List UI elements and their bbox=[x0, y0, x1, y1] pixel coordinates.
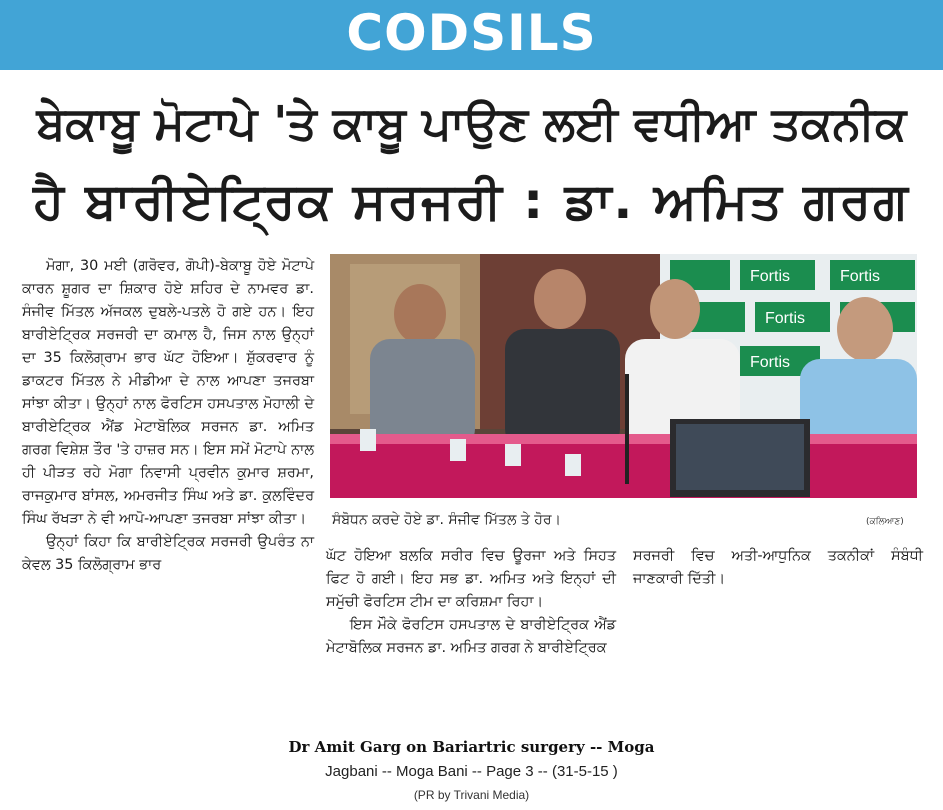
banner-title: CODSILS bbox=[346, 4, 597, 62]
press-photo-illustration bbox=[330, 254, 917, 498]
fortis-logo-text: Fortis bbox=[750, 268, 790, 285]
photo-credit: (ਕਲਿਆਣ) bbox=[866, 517, 904, 527]
article-paragraph: ਉਨ੍ਹਾਂ ਕਿਹਾ ਕਿ ਬਾਰੀਏਟ੍ਰਿਕ ਸਰਜਰੀ ਉਪਰੰਤ ਨਾ ਕੇਵਲ 35 ਕਿਲੋਗ੍ਰਾਮ ਭਾਰ bbox=[22, 534, 314, 573]
article-paragraph: ਘੱਟ ਹੋਇਆ ਬਲਕਿ ਸਰੀਰ ਵਿਚ ਊਰਜਾ ਅਤੇ ਸਿਹਤ ਫਿਟ ਹੋ ਗਈ। ਇਹ ਸਭ ਡਾ. ਅਮਿਤ ਅਤੇ ਇਨ੍ਹਾਂ ਦੀ ਸਮੁੱਚੀ ਫੋਰਟਿਸ ਟੀਮ ਦਾ ਕਰਿਸ਼ਮਾ ਰਿਹਾ। bbox=[326, 548, 616, 610]
headline-line-2: ਹੈ ਬਾਰੀਏਟ੍ਰਿਕ ਸਰਜਰੀ : ਡਾ. ਅਮਿਤ ਗਰਗ bbox=[33, 172, 910, 230]
footer-credit: (PR by Trivani Media) bbox=[413, 788, 530, 802]
article-paragraph: ਸਰਜਰੀ ਵਿਚ ਅਤੀ-ਆਧੁਨਿਕ ਤਕਨੀਕਾਂ ਸੰਬੰਧੀ ਜਾਣਕਾਰੀ ਦਿੱਤੀ। bbox=[633, 548, 923, 587]
article-column-1 bbox=[22, 255, 314, 577]
footer-title: Dr Amit Garg on Bariartric surgery -- Moga bbox=[288, 738, 655, 756]
photo-caption: ਸੰਬੋਧਨ ਕਰਦੇ ਹੋਏ ਡਾ. ਸੰਜੀਵ ਮਿੱਤਲ ਤੇ ਹੋਰ। bbox=[332, 512, 561, 528]
fortis-logo-text: Fortis bbox=[765, 310, 805, 327]
fortis-logo-text: Fortis bbox=[750, 354, 790, 371]
article-paragraph: ਇਸ ਮੌਕੇ ਫੋਰਟਿਸ ਹਸਪਤਾਲ ਦੇ ਬਾਰੀਏਟ੍ਰਿਕ ਐਂਡ ਮੇਟਾਬੋਲਿਕ ਸਰਜਨ ਡਾ. ਅਮਿਤ ਗਰਗ ਨੇ ਬਾਰੀਏਟ੍ਰਿਕ bbox=[326, 617, 616, 656]
footer-source: Jagbani -- Moga Bani -- Page 3 -- (31-5-15 ) bbox=[325, 763, 618, 780]
article-column-2 bbox=[326, 545, 616, 660]
fortis-logo-text: Fortis bbox=[840, 268, 880, 285]
article-column-3 bbox=[633, 545, 923, 591]
press-photo bbox=[330, 254, 917, 498]
banner bbox=[0, 0, 943, 70]
article-paragraph: ਮੋਗਾ, 30 ਮਈ (ਗਰੋਵਰ, ਗੋਪੀ)-ਬੇਕਾਬੂ ਹੋਏ ਮੋਟਾਪੇ ਕਾਰਨ ਸ਼ੂਗਰ ਦਾ ਸ਼ਿਕਾਰ ਹੋਏ ਸ਼ਹਿਰ ਦੇ ਨਾਮਵਰ ਡਾ. ਸੰਜੀਵ ਮਿੱਤਲ ਅੱਜਕਲ ਦੁਬਲੇ-ਪਤਲੇ ਹੋ ਗਏ ਹਨ। ਇਹ ਬਾਰੀਏਟ੍ਰਿਕ ਸਰਜਰੀ ਦਾ ਕਮਾਲ ਹੈ, ਜਿਸ ਨਾਲ ਉਨ੍ਹਾਂ ਦਾ 35 ਕਿਲੋਗ੍ਰਾਮ ਭਾਰ ਘੱਟ ਹੋਇਆ। ਸ਼ੁੱਕਰਵਾਰ ਨੂੰ ਡਾਕਟਰ ਮਿੱਤਲ ਨੇ ਮੀਡੀਆ ਦੇ ਨਾਲ ਆਪਣਾ ਤਜਰਬਾ ਸਾਂਝਾ ਕੀਤਾ। ਉਨ੍ਹਾਂ ਨਾਲ ਫੋਰਟਿਸ ਹਸਪਤਾਲ ਮੋਹਾਲੀ ਦੇ ਬਾਰੀਏਟ੍ਰਿਕ ਐਂਡ ਮੇਟਾਬੋਲਿਕ ਸਰਜਨ ਡਾ. ਅਮਿਤ ਗਰਗ ਵਿਸ਼ੇਸ਼ ਤੌਰ 'ਤੇ ਹਾਜ਼ਰ ਸਨ। ਇਸ ਸਮੇਂ ਮੋਟਾਪੇ ਨਾਲ ਹੀ ਪੀੜਤ ਰਹੇ ਮੋਗਾ ਨਿਵਾਸੀ ਪ੍ਰਵੀਨ ਕੁਮਾਰ ਸ਼ਰਮਾ, ਰਾਜਕੁਮਾਰ ਬਾਂਸਲ, ਅਮਰਜੀਤ ਸਿੰਘ ਅਤੇ ਡਾ. ਕੁਲਵਿੰਦਰ ਸਿੰਘ ਰੱਖੜਾ ਨੇ ਵੀ ਆਪੋ-ਆਪਣਾ ਤਜਰਬਾ ਸਾਂਝਾ ਕੀਤਾ। bbox=[22, 258, 314, 527]
headline-line-1: ਬੇਕਾਬੂ ਮੋਟਾਪੇ 'ਤੇ ਕਾਬੂ ਪਾਉਣ ਲਈ ਵਧੀਆ ਤਕਨੀਕ bbox=[36, 96, 907, 150]
